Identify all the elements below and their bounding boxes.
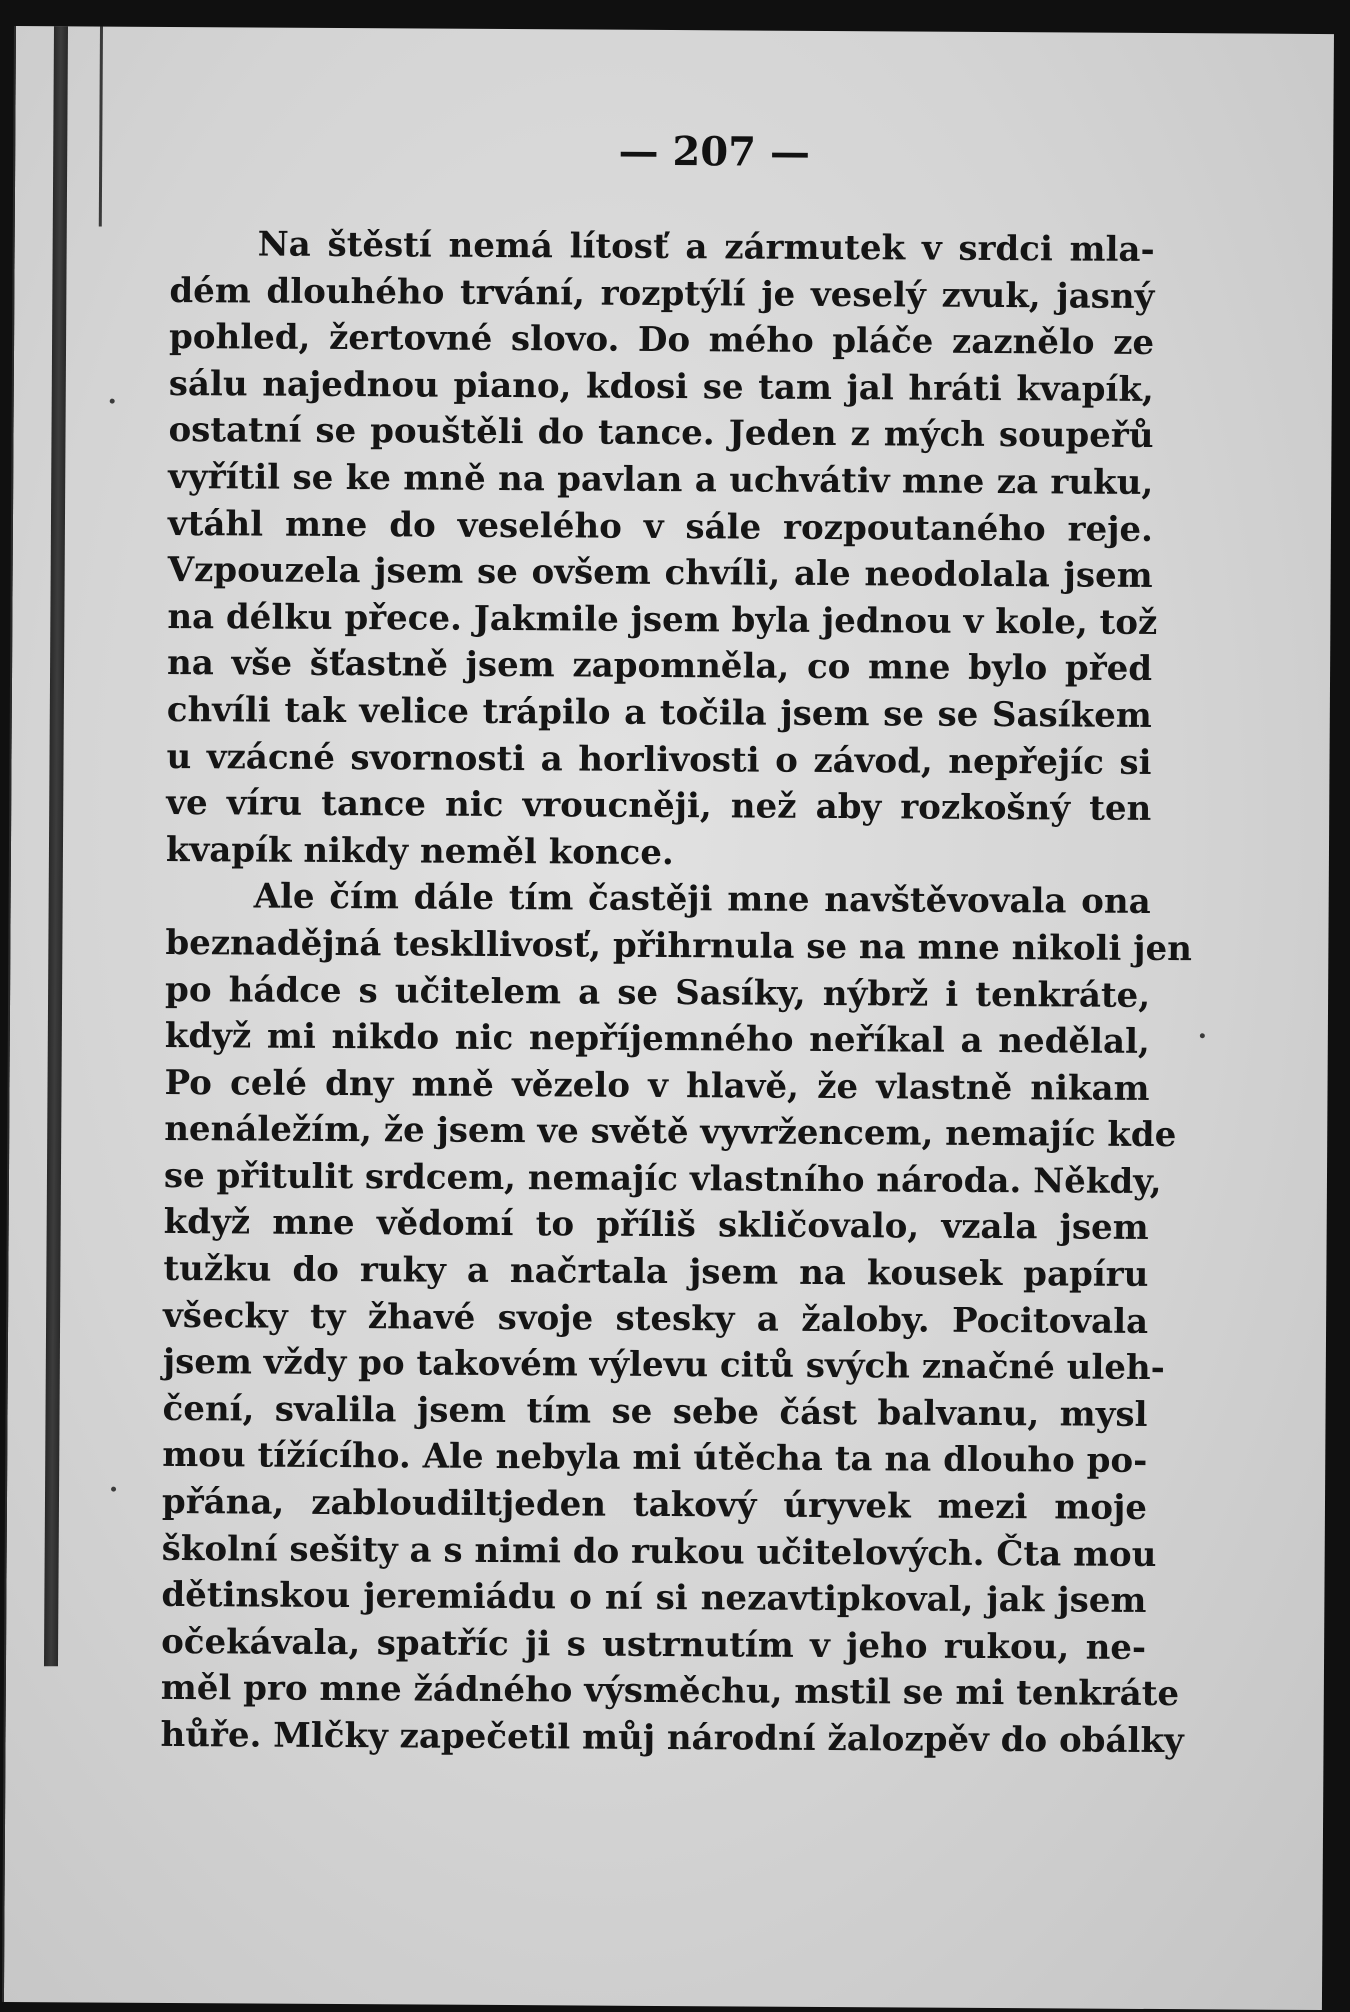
- text-line: chvíli tak velice trápilo a točila jsem se se Sasíkem: [166, 689, 1152, 736]
- text-line: tužku do ruky a načrtala jsem na kousek papíru: [163, 1248, 1149, 1296]
- text-line: když mi nikdo nic nepříjemného neříkal a nedělal,: [164, 1016, 1150, 1063]
- text-line: na délku přece. Jakmile jsem byla jednou v kole, tož: [167, 596, 1158, 643]
- text-line: hůře. Mlčky zapečetil můj národní žalozpěv do obálky: [160, 1714, 1184, 1762]
- text-line: vtáhl mne do veselého v sále rozpoutaného reje.: [167, 503, 1154, 550]
- page-number: — 207 —: [618, 127, 811, 176]
- text-line: dém dlouhého trvání, rozptýlí je veselý zvuk, jasný: [169, 270, 1155, 317]
- text-line: Vzpouzela jsem se ovšem chvíli, ale neodolala jsem: [167, 550, 1153, 597]
- paragraph: [160, 873, 1193, 1764]
- text-line: sálu najednou piano, kdosi se tam jal hráti kvapík,: [168, 363, 1154, 410]
- text-line: beznadějná teskllivosť, přihrnula se na mne nikoli jen: [165, 922, 1193, 970]
- text-line: přána, zabloudiltjeden takový úryvek mezi moje: [161, 1481, 1148, 1528]
- text-line: vyřítil se ke mně na pavlan a uchvátiv mne za ruku,: [168, 456, 1154, 503]
- text-line: kvapík nikdy neměl konce.: [165, 829, 674, 873]
- text-line: ostatní se pouštěli do tance. Jeden z mých soupeřů: [168, 410, 1154, 457]
- text-line: po hádce s učitelem a se Sasíky, nýbrž i tenkráte,: [164, 969, 1151, 1016]
- text-line: všecky ty žhavé svoje stesky a žaloby. Pocitovala: [163, 1295, 1149, 1342]
- paragraph: [165, 221, 1158, 879]
- text-line: nenáležím, že jsem ve světě vyvržencem, nemajíc kde: [164, 1109, 1177, 1156]
- text-line: očekávala, spatříc ji s ustrnutím v jeho rukou, ne-: [161, 1621, 1147, 1668]
- body-text: [160, 221, 1193, 1765]
- binding-shadow: [44, 26, 68, 1666]
- text-line: měl pro mne žádného výsměchu, mstil se mi tenkráte: [160, 1668, 1180, 1715]
- paper-speck: [111, 1487, 116, 1492]
- text-line: pohled, žertovné slovo. Do mého pláče zaznělo ze: [168, 317, 1155, 364]
- text-line: jsem vždy po takovém výlevu citů svých značné uleh-: [162, 1342, 1165, 1389]
- text-line: se přitulit srdcem, nemajíc vlastního národa. Někdy,: [163, 1155, 1162, 1202]
- text-line: Ale čím dále tím častěji mne navštěvovala ona: [253, 876, 1151, 923]
- text-line: školní sešity a s nimi do rukou učitelových. Čta mou: [161, 1528, 1157, 1575]
- text-line: ve víru tance nic vroucněji, než aby rozkošný ten: [166, 783, 1152, 830]
- text-line: čení, svalila jsem tím se sebe část balvanu, mysl: [162, 1388, 1148, 1435]
- paper-speck: [1200, 1033, 1205, 1038]
- text-line: Na štěstí nemá lítosť a zármutek v srdci mla-: [257, 224, 1155, 270]
- text-line: u vzácné svornosti a horlivosti o závod, nepřejíc si: [166, 736, 1152, 783]
- paper-speck: [110, 399, 115, 404]
- text-line: když mne vědomí to příliš skličovalo, vzala jsem: [163, 1202, 1149, 1249]
- text-line: dětinskou jeremiádu o ní si nezavtipkoval, jak jsem: [161, 1575, 1147, 1622]
- book-page: [2, 26, 1334, 2010]
- text-line: Po celé dny mně vězelo v hlavě, že vlastně nikam: [164, 1062, 1150, 1109]
- text-line: mou tížícího. Ale nebyla mi útěcha ta na dlouho po-: [162, 1435, 1148, 1482]
- text-line: na vše šťastně jsem zapomněla, co mne bylo před: [166, 643, 1153, 690]
